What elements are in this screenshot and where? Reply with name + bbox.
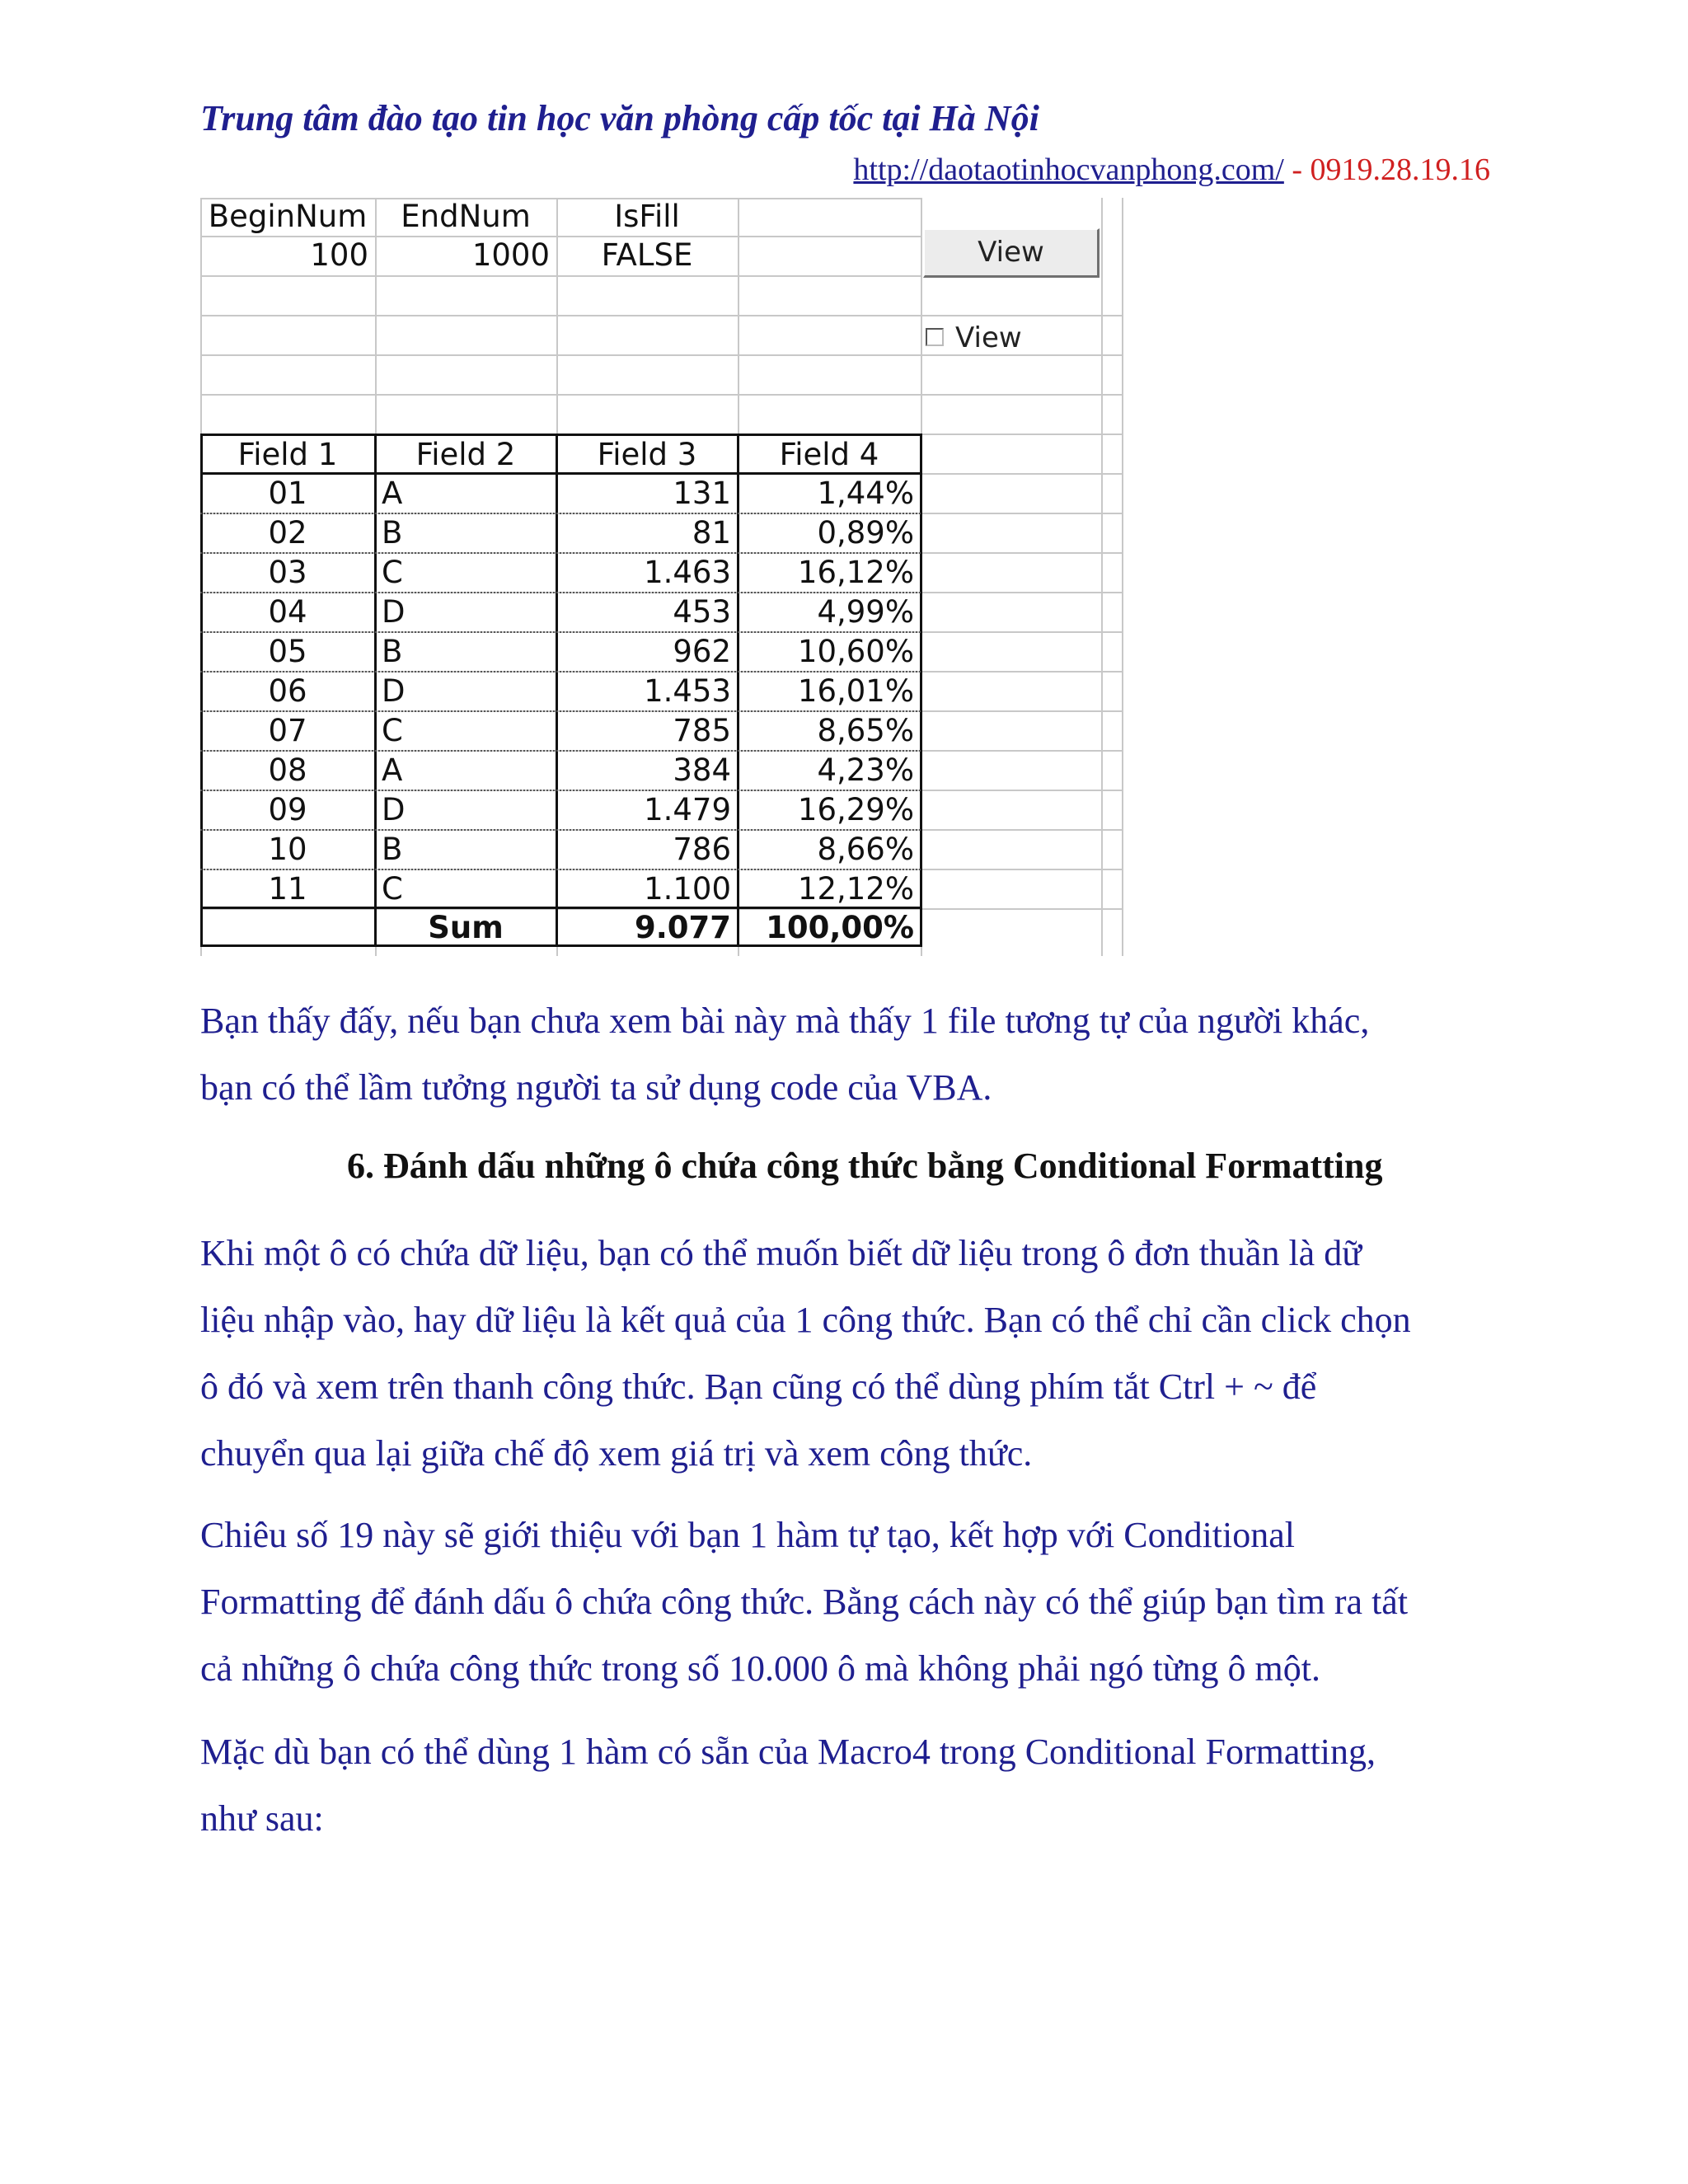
table-cell-field4[interactable]: 0,89%: [817, 515, 914, 551]
table-cell-field3[interactable]: 962: [673, 634, 731, 669]
table-cell-field2[interactable]: B: [382, 832, 403, 867]
paragraph-3: [200, 1502, 1503, 1702]
paragraph-4: [200, 1718, 1503, 1852]
table-cell-field3[interactable]: 1.463: [644, 555, 731, 590]
page-header-title: Trung tâm đào tạo tin học văn phòng cấp tốc tại Hà Nội: [200, 98, 1039, 138]
table-cell-field4[interactable]: 4,99%: [817, 594, 914, 630]
table-cell-field4[interactable]: 16,12%: [797, 555, 914, 590]
table-cell-field1[interactable]: 01: [268, 476, 307, 511]
table-cell-field1[interactable]: 04: [268, 594, 307, 630]
sum-percent[interactable]: 100,00%: [766, 910, 914, 945]
table-cell-field3[interactable]: 1.479: [644, 792, 731, 827]
param-value-isfill[interactable]: FALSE: [601, 237, 693, 273]
table-cell-field2[interactable]: C: [382, 871, 403, 907]
table-cell-field2[interactable]: B: [382, 634, 403, 669]
header-separator: -: [1292, 152, 1302, 187]
table-cell-field4[interactable]: 16,29%: [797, 792, 914, 827]
checkbox-box[interactable]: [926, 328, 944, 346]
table-cell-field4[interactable]: 8,66%: [817, 832, 914, 867]
table-cell-field3[interactable]: 453: [673, 594, 731, 630]
paragraph-line: bạn có thể lầm tưởng người ta sử dụng code của VBA.: [200, 1067, 992, 1108]
param-value-beginnum[interactable]: 100: [310, 237, 368, 273]
table-cell-field4[interactable]: 1,44%: [817, 476, 914, 511]
paragraph-line: Chiêu số 19 này sẽ giới thiệu với bạn 1 hàm tự tạo, kết hợp với Conditional: [200, 1515, 1295, 1555]
paragraph-line: cả những ô chứa công thức trong số 10.000 ô mà không phải ngó từng ô một.: [200, 1648, 1320, 1689]
table-cell-field4[interactable]: 8,65%: [817, 713, 914, 748]
table-cell-field1[interactable]: 11: [268, 871, 307, 907]
table-cell-field1[interactable]: 05: [268, 634, 307, 669]
gridline: [200, 315, 1123, 316]
table-cell-field2[interactable]: D: [382, 792, 406, 827]
table-cell-field3[interactable]: 1.100: [644, 871, 731, 907]
table-cell-field1[interactable]: 10: [268, 832, 307, 867]
table-cell-field1[interactable]: 07: [268, 713, 307, 748]
table-cell-field1[interactable]: 03: [268, 555, 307, 590]
gridline: [1101, 198, 1103, 956]
paragraph-line: ô đó và xem trên thanh công thức. Bạn cũng có thể dùng phím tắt Ctrl + ~ để: [200, 1366, 1317, 1407]
sum-label[interactable]: Sum: [428, 910, 504, 945]
paragraph-line: Khi một ô có chứa dữ liệu, bạn có thể muốn biết dữ liệu trong ô đơn thuần là dữ: [200, 1233, 1362, 1273]
param-header-isfill[interactable]: IsFill: [614, 199, 680, 234]
view-checkbox[interactable]: [926, 320, 1022, 356]
table-cell-field3[interactable]: 785: [673, 713, 731, 748]
table-header-field1[interactable]: Field 1: [237, 437, 338, 472]
table-cell-field3[interactable]: 131: [673, 476, 731, 511]
section-heading: 6. Đánh dấu những ô chứa công thức bằng Conditional Formatting: [347, 1146, 1383, 1186]
table-cell-field4[interactable]: 10,60%: [797, 634, 914, 669]
table-header-field2[interactable]: Field 2: [415, 437, 516, 472]
website-link[interactable]: http://daotaotinhocvanphong.com/: [853, 152, 1284, 187]
gridline: [1122, 198, 1123, 956]
table-cell-field1[interactable]: 02: [268, 515, 307, 551]
param-header-endnum[interactable]: EndNum: [401, 199, 531, 234]
paragraph-line: chuyển qua lại giữa chế độ xem giá trị và xem công thức.: [200, 1433, 1033, 1474]
table-cell-field3[interactable]: 1.453: [644, 673, 731, 709]
table-cell-field1[interactable]: 09: [268, 792, 307, 827]
table-cell-field4[interactable]: 16,01%: [797, 673, 914, 709]
sum-value[interactable]: 9.077: [634, 910, 731, 945]
spreadsheet-screenshot: [200, 198, 1123, 956]
table-cell-field1[interactable]: 06: [268, 673, 307, 709]
paragraph-line: Bạn thấy đấy, nếu bạn chưa xem bài này mà thấy 1 file tương tự của người khác,: [200, 1001, 1370, 1041]
table-cell-field3[interactable]: 786: [673, 832, 731, 867]
paragraph-1: [200, 987, 1503, 1121]
table-cell-field2[interactable]: C: [382, 713, 403, 748]
param-header-beginnum[interactable]: BeginNum: [208, 199, 368, 234]
param-value-endnum[interactable]: 1000: [471, 237, 550, 273]
table-cell-field2[interactable]: A: [382, 476, 403, 511]
table-cell-field2[interactable]: D: [382, 594, 406, 630]
view-button[interactable]: View: [923, 228, 1100, 278]
table-cell-field4[interactable]: 12,12%: [797, 871, 914, 907]
table-cell-field3[interactable]: 81: [692, 515, 731, 551]
gridline: [200, 275, 921, 277]
paragraph-line: Mặc dù bạn có thể dùng 1 hàm có sẵn của Macro4 trong Conditional Formatting,: [200, 1732, 1376, 1772]
view-checkbox-label: View: [955, 321, 1022, 354]
table-cell-field2[interactable]: A: [382, 752, 403, 788]
table-cell-field2[interactable]: C: [382, 555, 403, 590]
paragraph-line: liệu nhập vào, hay dữ liệu là kết quả của 1 công thức. Bạn có thể chỉ cần click chọn: [200, 1300, 1411, 1340]
phone-number: 0919.28.19.16: [1310, 152, 1490, 187]
table-header-field3[interactable]: Field 3: [597, 437, 697, 472]
paragraph-line: như sau:: [200, 1798, 324, 1839]
table-cell-field2[interactable]: B: [382, 515, 403, 551]
header-contact: [853, 152, 1490, 188]
table-cell-field1[interactable]: 08: [268, 752, 307, 788]
paragraph-2: [200, 1220, 1503, 1487]
table-cell-field3[interactable]: 384: [673, 752, 731, 788]
table-cell-field4[interactable]: 4,23%: [817, 752, 914, 788]
gridline: [200, 394, 1123, 396]
table-header-field4[interactable]: Field 4: [779, 437, 879, 472]
table-cell-field2[interactable]: D: [382, 673, 406, 709]
paragraph-line: Formatting để đánh dấu ô chứa công thức. Bằng cách này có thể giúp bạn tìm ra tất: [200, 1582, 1409, 1622]
